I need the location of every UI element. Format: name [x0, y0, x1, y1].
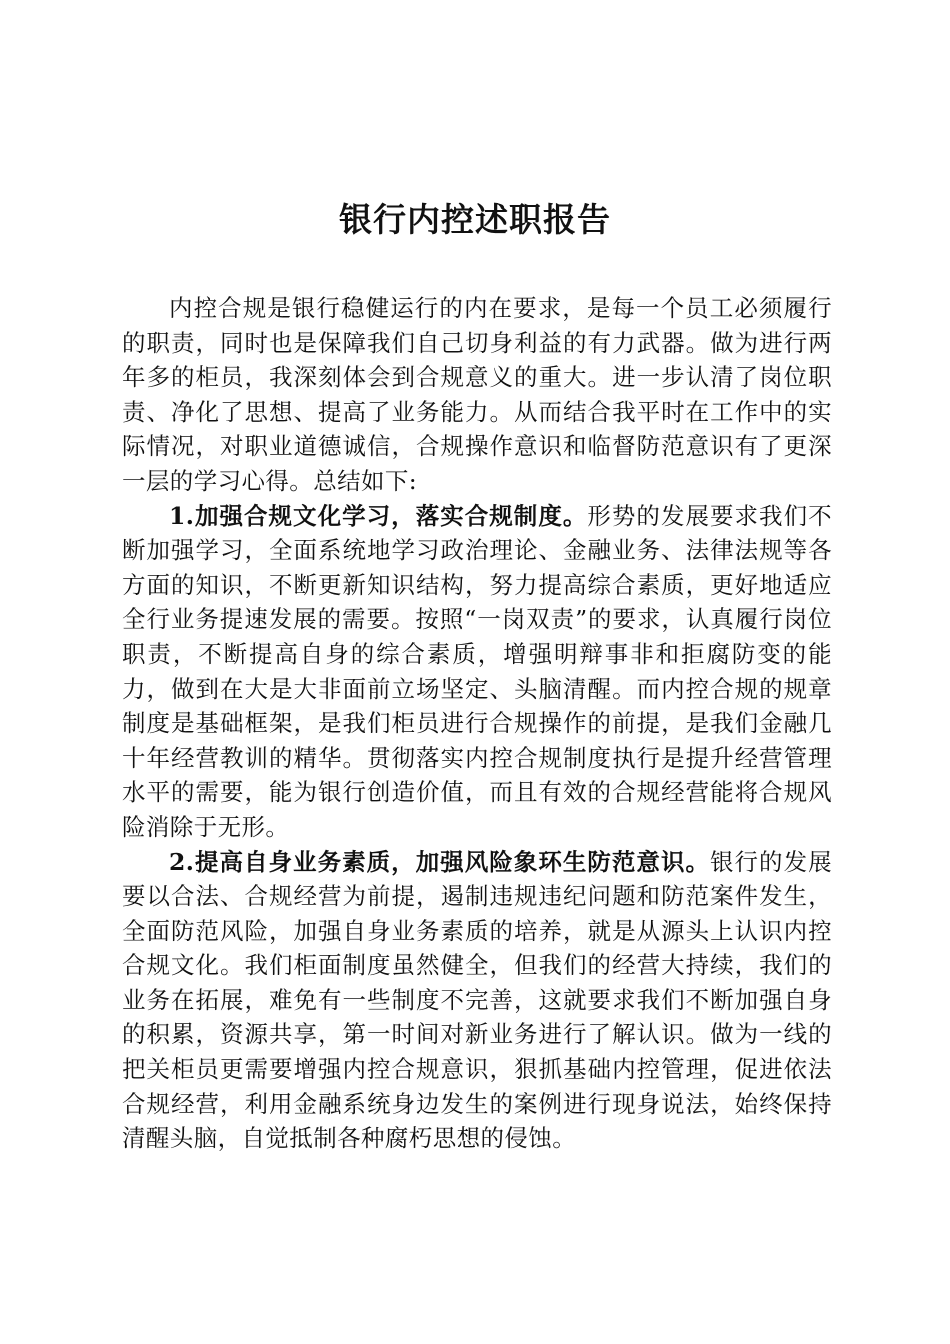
intro-paragraph: 内控合规是银行稳健运行的内在要求，是每一个员工必须履行的职责，同时也是保障我们自己切身利益的有力武器。做为进行两年多的柜员，我深刻体会到合规意义的重大。进一步认清了岗位职责、净化了思想、提高了业务能力。从而结合我平时在工作中的实际情况，对职业道德诚信，合规操作意识和临督防范意识有了更深一层的学习心得。总结如下:: [122, 294, 832, 495]
section-paragraph-2: [122, 845, 832, 1156]
document-title: 银行内控述职报告: [339, 200, 611, 239]
document-body: [122, 291, 832, 1156]
section-heading-2: 2.提高自身业务素质，加强风险象环生防范意识。: [169, 847, 710, 876]
section-text-1: 形势的发展要求我们不断加强学习，全面系统地学习政治理论、金融业务、法律法规等各方面的知识，不断更新知识结构，努力提高综合素质，更好地适应全行业务提速发展的需要。按照“一岗双责”的要求，认真履行岗位职责，不断提高自身的综合素质，增强明辩事非和拒腐防变的能力，做到在大是大非面前立场坚定、头脑清醒。而内控合规的规章制度是基础框架，是我们柜员进行合规操作的前提，是我们金融几十年经营教训的精华。贯彻落实内控合规制度执行是提升经营管理水平的需要，能为银行创造价值，而且有效的合规经营能将合规风险消除于无形。: [122, 501, 833, 841]
section-text-2: 银行的发展要以合法、合规经营为前提，遏制违规违纪问题和防范案件发生，全面防范风险，加强自身业务素质的培养，就是从源头上认识内控合规文化。我们柜面制度虽然健全，但我们的经营大持续，我们的业务在拓展，难免有一些制度不完善，这就要求我们不断加强自身的积累，资源共享，第一时间对新业务进行了解认识。做为一线的把关柜员更需要增强内控合规意识，狠抓基础内控管理，促进依法合规经营，利用金融系统身边发生的案例进行现身说法，始终保持清醒头脑，自觉抵制各种腐朽思想的侵蚀。: [122, 847, 833, 1153]
section-paragraph-1: [122, 499, 832, 845]
section-heading-1: 1.加强合规文化学习，落实合规制度。: [169, 501, 588, 530]
